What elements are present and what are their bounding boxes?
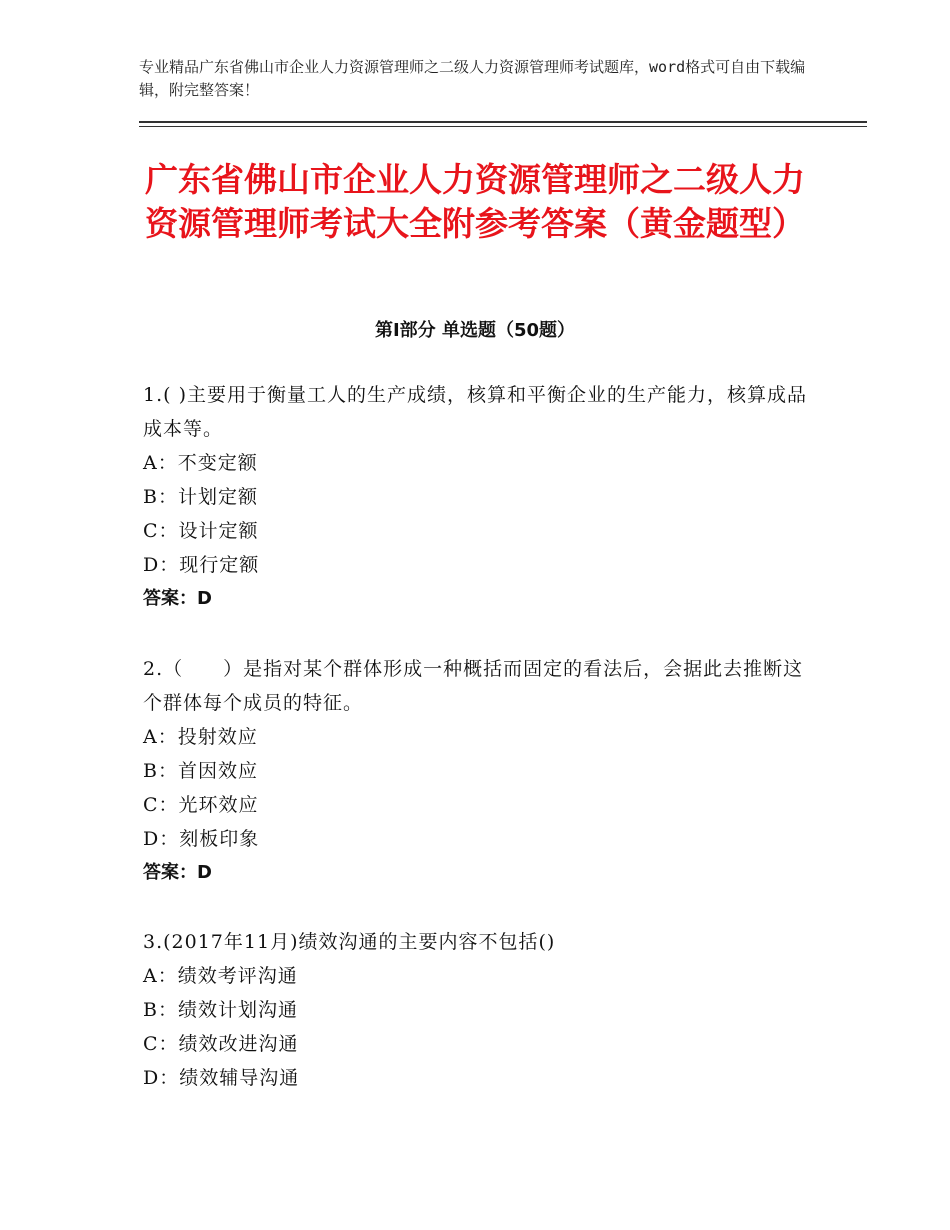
section-heading: 第Ⅰ部分 单选题（50题）	[374, 320, 575, 341]
header-note: 专业精品广东省佛山市企业人力资源管理师之二级人力资源管理师考试题库，word格式可自由下载编辑，附完整答案！	[139, 58, 806, 99]
option-a: A：不变定额	[143, 452, 258, 474]
header-rule-thick	[139, 121, 867, 123]
question-2	[143, 652, 807, 890]
answer-label: 答案：D	[143, 862, 212, 883]
option-b: B：首因效应	[143, 760, 258, 782]
option-c: C：设计定额	[143, 520, 259, 542]
option-c: C：光环效应	[143, 794, 259, 816]
answer-label: 答案：D	[143, 588, 212, 609]
question-stem: 3.(2017年11月)绩效沟通的主要内容不包括()	[143, 931, 556, 953]
question-3	[143, 925, 807, 1095]
option-d: D：刻板印象	[143, 828, 260, 850]
option-d: D：现行定额	[143, 554, 260, 576]
document-title: 广东省佛山市企业人力资源管理师之二级人力资源管理师考试大全附参考答案（黄金题型）	[145, 160, 805, 243]
option-b: B：绩效计划沟通	[143, 999, 298, 1021]
question-stem: 2.（ ）是指对某个群体形成一种概括而固定的看法后，会据此去推断这个群体每个成员的特征。	[143, 658, 804, 714]
option-d: D：绩效辅导沟通	[143, 1067, 300, 1089]
option-b: B：计划定额	[143, 486, 258, 508]
question-stem: 1.( )主要用于衡量工人的生产成绩，核算和平衡企业的生产能力，核算成品成本等。	[143, 384, 807, 440]
question-1	[143, 378, 807, 616]
option-a: A：绩效考评沟通	[143, 965, 298, 987]
header-rule-thin	[139, 126, 867, 127]
option-a: A：投射效应	[143, 726, 258, 748]
option-c: C：绩效改进沟通	[143, 1033, 299, 1055]
